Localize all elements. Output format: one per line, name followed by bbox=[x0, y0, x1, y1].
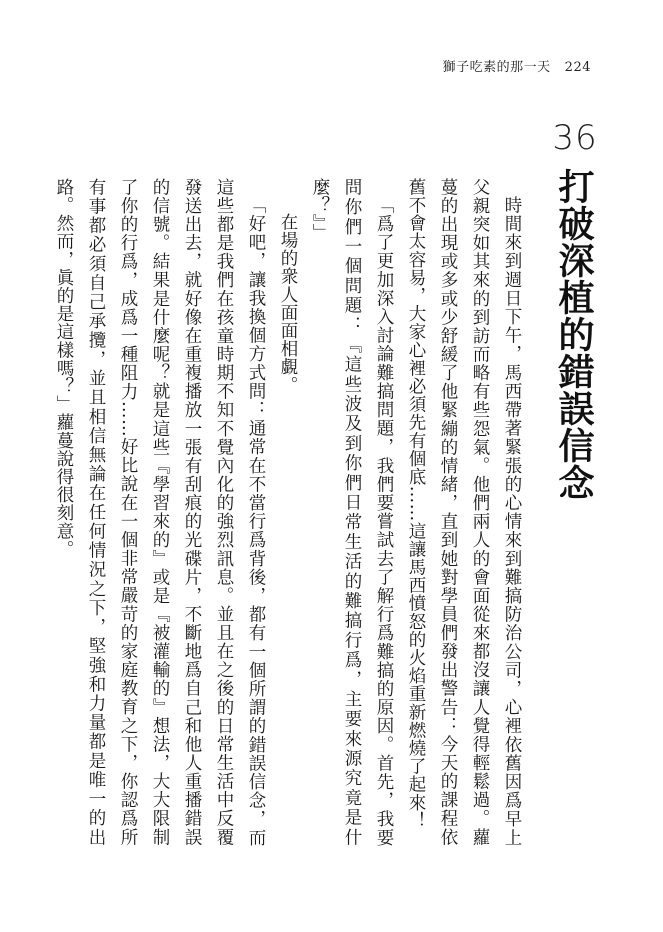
paragraph-4: 「好吧，讓我換個方式問：通常在不當行爲背後，都有一個所謂的錯誤信念，而這些都是我們在孩童時期不知不覺內化的強烈訊息。並且在之後的日常生活中反覆發送出去，就好像在重複播放一張有刮痕的光碟片，不斷地爲自己和他人重播錯誤的信號。結果是什麼呢？就是這些『學習來的』或是『被灌輸的』想法，大大限制了你的行爲，成爲一種阻力……好比說在一個非常嚴苛的家庭教育之下，你認爲所有事都必須自己承攬，並且相信無論在任何情況之下，堅強和力量都是唯一的出路。然而，眞的是這樣嗎？」蘿蔓說得很刻意。 bbox=[54, 178, 266, 846]
paragraph-2: 「爲了更加深入討論難搞問題，我們要嘗試去了解行爲難搞的原因。首先，我要問你們一個問題：『這些波及到你們日常生活的難搞行爲，主要來源究竟是什麼？』」 bbox=[310, 178, 394, 846]
body-text bbox=[48, 178, 528, 846]
paragraph-3: 在場的衆人面面相覷。 bbox=[278, 213, 298, 394]
page-number: 224 bbox=[564, 60, 591, 75]
paragraph-1: 時間來到週日下午，馬西帶著緊張的心情來到難搞防治公司，心裡依舊因爲早上父親突如其來的到訪而略有些怨氣。他們兩人的會面從來都沒讓人覺得輕鬆過。蘿蔓的出現或多或少舒緩了他緊繃的情緒，直到她對學員們發出警告：今天的課程依舊不會太容易，大家心裡必須先有個底……這讓馬西憤怒的火焰重新燃燒了起來！ bbox=[406, 178, 522, 846]
chapter-number: 36 bbox=[552, 118, 598, 158]
running-header bbox=[443, 56, 591, 75]
book-title: 獅子吃素的那一天 bbox=[442, 60, 551, 75]
chapter-title: 打破深植的錯誤信念 bbox=[553, 168, 594, 501]
